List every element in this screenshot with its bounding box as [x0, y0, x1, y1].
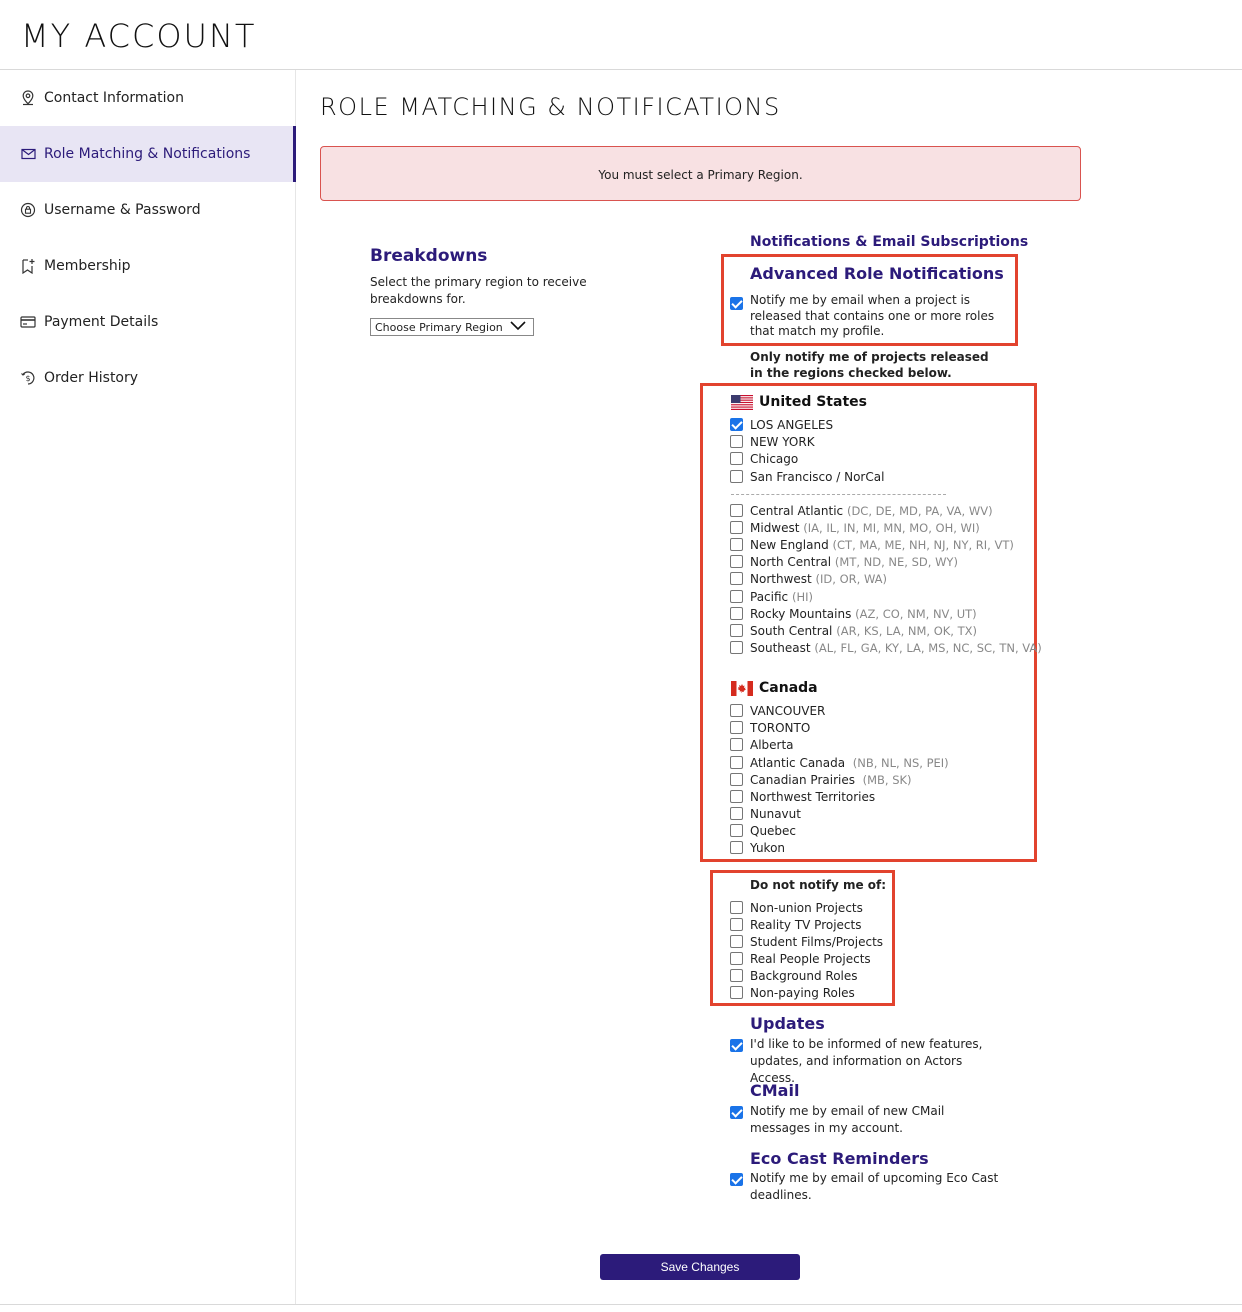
region-checkbox-canadian-prairies[interactable] [730, 773, 743, 786]
region-label: South Central [750, 624, 833, 638]
updates-title: Updates [750, 1014, 825, 1033]
region-states: (AZ, CO, NM, NV, UT) [855, 607, 977, 621]
updates-checkbox[interactable] [730, 1039, 743, 1052]
svg-text:$: $ [25, 374, 31, 383]
region-option [750, 572, 887, 586]
sidebar-item-order-history[interactable] [0, 350, 296, 406]
region-label: Chicago [750, 452, 799, 466]
cmail-title: CMail [750, 1081, 800, 1100]
region-option [750, 555, 958, 569]
region-label: Yukon [750, 841, 786, 855]
region-label: Nunavut [750, 807, 801, 821]
region-option [750, 624, 977, 638]
breakdowns-description: Select the primary region to receive breakdowns for. [370, 275, 587, 306]
us-flag-icon [731, 395, 753, 410]
region-checkbox-southeast[interactable] [730, 641, 743, 654]
region-checkbox-northwest-territories[interactable] [730, 790, 743, 803]
region-states: (DC, DE, MD, PA, VA, WV) [846, 504, 993, 518]
region-option [750, 824, 796, 838]
region-checkbox-nunavut[interactable] [730, 807, 743, 820]
primary-region-select[interactable] [370, 318, 534, 336]
region-checkbox-yukon[interactable] [730, 841, 743, 854]
only-notify-note: Only notify me of projects released in the regions checked below. [750, 350, 989, 380]
page-header [0, 0, 1242, 70]
primary-region-select-value: Choose Primary Region [375, 320, 503, 334]
sidebar-item-username-password[interactable] [0, 182, 296, 238]
region-checkbox-toronto[interactable] [730, 721, 743, 734]
region-label: Canadian Prairies [750, 773, 855, 787]
country-us-name: United States [759, 394, 867, 410]
region-option [750, 738, 794, 752]
region-checkbox-vancouver[interactable] [730, 704, 743, 717]
region-label: Rocky Mountains [750, 607, 852, 621]
region-option [750, 590, 813, 604]
region-checkbox-chicago[interactable] [730, 452, 743, 465]
sidebar-item-role-matching[interactable] [0, 126, 296, 182]
region-states: (ID, OR, WA) [815, 572, 888, 586]
region-checkbox-south-central[interactable] [730, 624, 743, 637]
region-label: New England [750, 538, 829, 552]
exclude-checkbox-non-union[interactable] [730, 901, 743, 914]
region-checkbox-san-francisco[interactable] [730, 470, 743, 483]
region-option [750, 773, 912, 787]
sidebar-item-label: Contact Information [44, 90, 184, 106]
cmail-text: Notify me by email of new CMail messages in my account. [750, 1104, 945, 1135]
region-label: Northwest Territories [750, 790, 876, 804]
region-label: Southeast [750, 641, 811, 655]
region-states: (AR, KS, LA, NM, OK, TX) [836, 624, 978, 638]
region-checkbox-quebec[interactable] [730, 824, 743, 837]
region-label: San Francisco / NorCal [750, 470, 885, 484]
region-states: (MT, ND, NE, SD, WY) [834, 555, 958, 569]
dollar-history-icon [20, 370, 36, 386]
envelope-icon [20, 146, 36, 162]
user-lock-icon [20, 202, 36, 218]
exclude-label: Real People Projects [750, 952, 871, 966]
sidebar-item-label: Payment Details [44, 314, 159, 330]
region-states: (HI) [791, 590, 813, 604]
location-pin-icon [20, 90, 36, 106]
advanced-notifications-text: Notify me by email when a project is released that contains one or more roles that match my profile. [750, 293, 995, 338]
region-option [750, 790, 875, 804]
region-label: North Central [750, 555, 832, 569]
breakdowns-title: Breakdowns [370, 246, 488, 266]
account-title: MY ACCOUNT [21, 17, 257, 55]
region-option [750, 538, 1014, 552]
region-label: Northwest [750, 572, 812, 586]
advanced-notifications-checkbox[interactable] [730, 297, 743, 310]
region-checkbox-alberta[interactable] [730, 738, 743, 751]
exclude-label: Student Films/Projects [750, 935, 884, 949]
region-option [750, 841, 785, 855]
sidebar-item-label: Role Matching & Notifications [44, 146, 251, 162]
region-option [750, 756, 949, 770]
region-label: Midwest [750, 521, 800, 535]
canada-flag-icon [731, 681, 753, 696]
chevron-down-icon [509, 320, 527, 335]
region-option [750, 807, 801, 821]
sidebar-item-contact-information[interactable] [0, 70, 296, 126]
region-provinces: (MB, SK) [862, 773, 912, 787]
region-label: TORONTO [750, 721, 811, 735]
bookmark-plus-icon [20, 258, 36, 274]
page-title: ROLE MATCHING & NOTIFICATIONS [320, 93, 781, 121]
sidebar [0, 70, 296, 1304]
region-checkbox-new-york[interactable] [730, 435, 743, 448]
exclude-checkbox-non-paying[interactable] [730, 986, 743, 999]
exclude-label: Background Roles [750, 969, 858, 983]
exclude-checkbox-background-roles[interactable] [730, 969, 743, 982]
sidebar-item-label: Username & Password [44, 202, 201, 218]
region-label: Atlantic Canada [750, 756, 846, 770]
save-changes-button[interactable]: Save Changes [600, 1254, 800, 1280]
region-option [750, 704, 825, 718]
region-checkbox-los-angeles[interactable] [730, 418, 743, 431]
sidebar-item-label: Order History [44, 370, 139, 386]
exclude-checkbox-student-films[interactable] [730, 935, 743, 948]
region-checkbox-pacific[interactable] [730, 590, 743, 603]
region-provinces: (NB, NL, NS, PEI) [852, 756, 949, 770]
country-us [731, 394, 867, 410]
region-label: NEW YORK [750, 435, 815, 449]
sidebar-item-label: Membership [44, 258, 131, 274]
footer-divider [0, 1304, 1242, 1305]
country-canada [731, 680, 818, 696]
region-option [750, 721, 810, 735]
exclude-checkbox-real-people[interactable] [730, 952, 743, 965]
region-states: (CT, MA, ME, NH, NJ, NY, RI, VT) [832, 538, 1014, 552]
notifications-section-title: Notifications & Email Subscriptions [750, 234, 1029, 250]
region-checkbox-rocky-mountains[interactable] [730, 607, 743, 620]
region-label: Pacific [750, 590, 789, 604]
region-states: (AL, FL, GA, KY, LA, MS, NC, SC, TN, VA) [814, 641, 1042, 655]
region-label: Quebec [750, 824, 797, 838]
region-checkbox-northwest[interactable] [730, 572, 743, 585]
exclude-label: Reality TV Projects [750, 918, 862, 932]
region-option [750, 521, 980, 535]
region-option [750, 607, 977, 621]
error-alert [320, 146, 1081, 201]
exclude-checkbox-reality-tv[interactable] [730, 918, 743, 931]
region-label: Central Atlantic [750, 504, 844, 518]
credit-card-icon [20, 314, 36, 330]
error-alert-text: You must select a Primary Region. [598, 167, 803, 182]
ecocast-text: Notify me by email of upcoming Eco Cast deadlines. [750, 1171, 999, 1202]
region-option [750, 641, 1042, 655]
sidebar-item-membership[interactable] [0, 238, 296, 294]
region-label: LOS ANGELES [750, 418, 834, 432]
sidebar-item-payment-details[interactable] [0, 294, 296, 350]
exclude-label: Non-paying Roles [750, 986, 855, 1000]
country-canada-name: Canada [759, 680, 818, 696]
region-states: (IA, IL, IN, MI, MN, MO, OH, WI) [803, 521, 980, 535]
ecocast-title: Eco Cast Reminders [750, 1149, 929, 1168]
advanced-notifications-title: Advanced Role Notifications [750, 264, 1004, 283]
region-checkbox-midwest[interactable] [730, 521, 743, 534]
updates-text: I'd like to be informed of new features, updates, and information on Actors Access. [750, 1037, 983, 1085]
region-checkbox-north-central[interactable] [730, 555, 743, 568]
exclusions-title: Do not notify me of: [750, 878, 887, 892]
region-checkbox-atlantic-canada[interactable] [730, 756, 743, 769]
regions-divider [731, 494, 946, 495]
region-checkbox-new-england[interactable] [730, 538, 743, 551]
region-label: Alberta [750, 738, 794, 752]
cmail-checkbox[interactable] [730, 1106, 743, 1119]
region-checkbox-central-atlantic[interactable] [730, 504, 743, 517]
region-option [750, 504, 993, 518]
exclude-label: Non-union Projects [750, 901, 863, 915]
ecocast-checkbox[interactable] [730, 1173, 743, 1186]
region-label: VANCOUVER [750, 704, 826, 718]
